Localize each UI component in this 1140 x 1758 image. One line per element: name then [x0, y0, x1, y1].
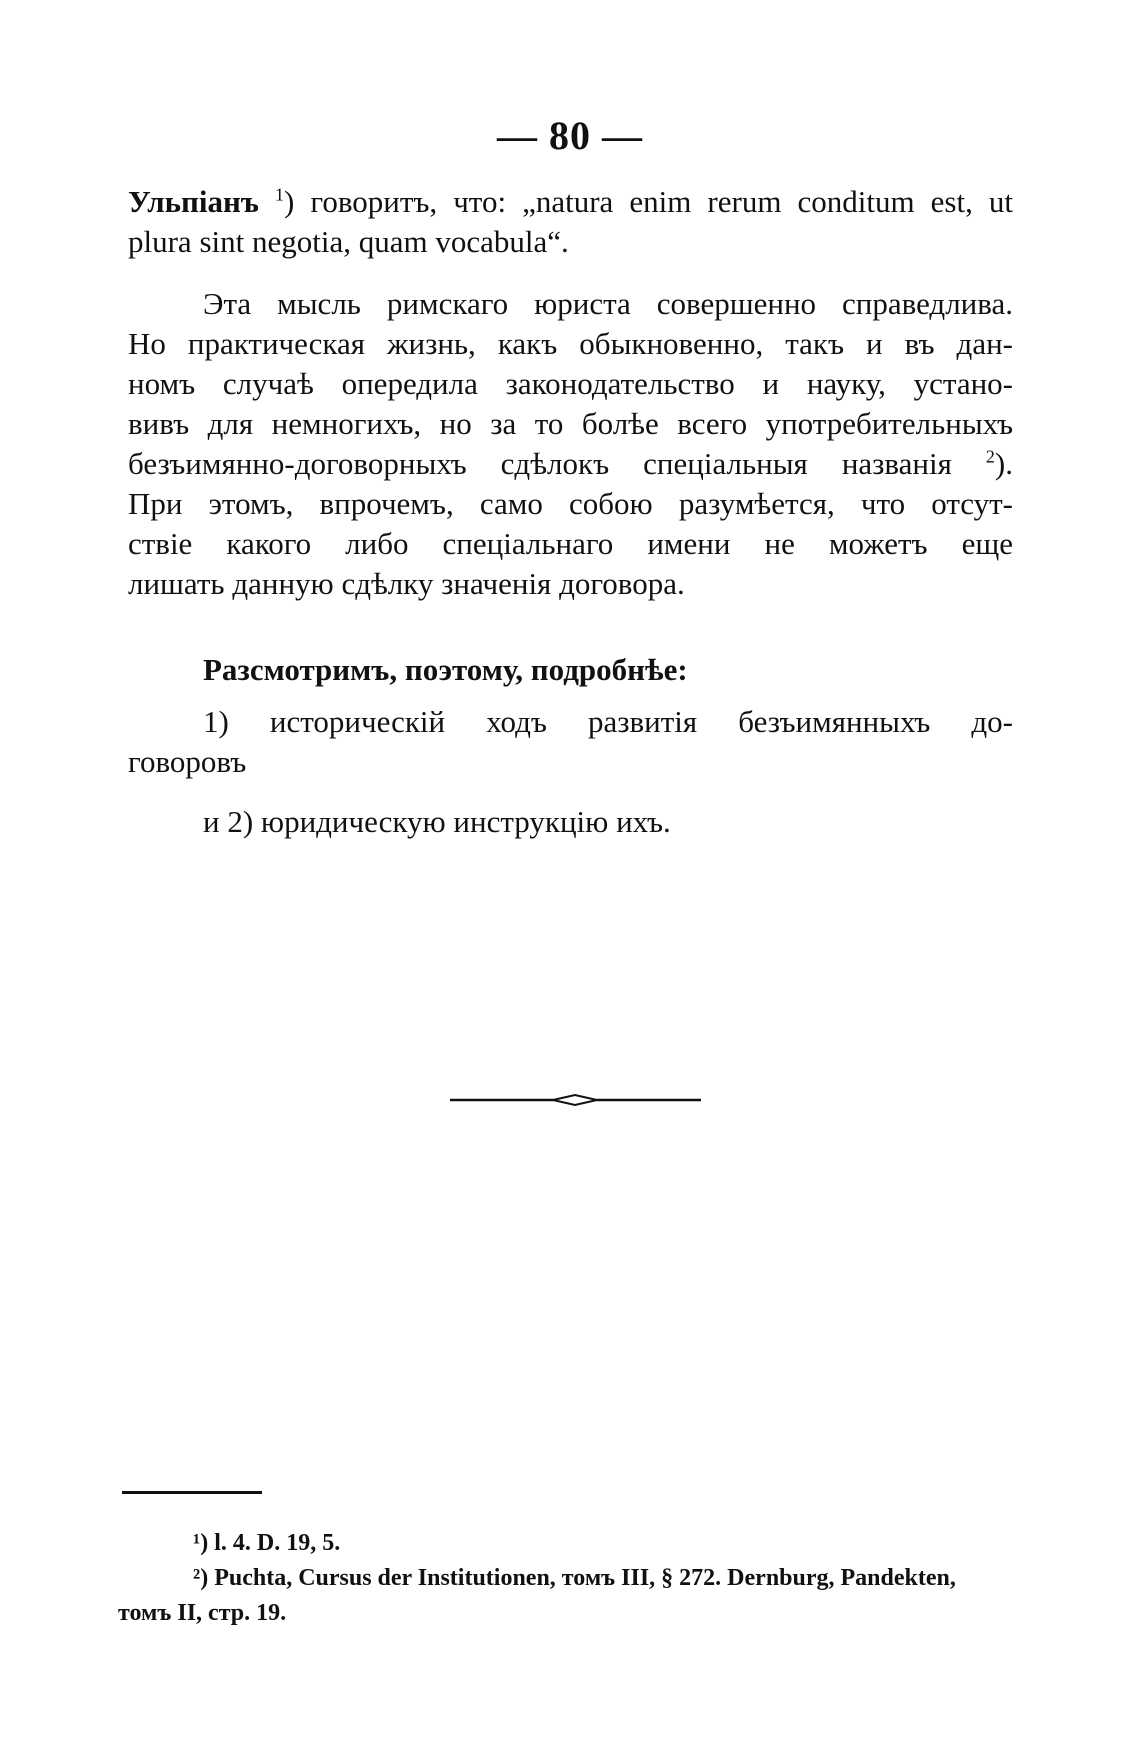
list-item-2: [128, 802, 1013, 842]
list-item-line: и 2) юридическую инструкцію ихъ.: [203, 804, 671, 839]
list-item-1: [128, 702, 1013, 782]
paragraph-ulpian-quote: [128, 182, 1013, 262]
list-item-line: 1) историческій ходъ развитія безъимянныхъ до-: [203, 704, 1013, 739]
paragraph-line: лишать данную сдѣлку значенія договора.: [128, 566, 685, 601]
footnotes: [118, 1526, 1013, 1631]
footnote-rule: [122, 1491, 262, 1494]
line-text: безъимянно-договорныхъ сдѣлокъ спеціальныя названія: [128, 446, 986, 481]
line-text: ).: [994, 446, 1013, 481]
paragraph-line: [128, 444, 1013, 484]
paragraph-line: plura sint negotia, quam vocabula“.: [128, 224, 569, 259]
footnote-ref-1: 1: [275, 184, 284, 205]
paragraph-line: [128, 182, 1013, 222]
ornament-divider: [448, 1090, 703, 1110]
paragraph-line: Эта мысль римскаго юриста совершенно справедлива.: [203, 286, 1013, 321]
quote-text: ) говоритъ, что: „natura enim rerum conditum est, ut: [284, 184, 1013, 219]
footnote-1: ¹) l. 4. D. 19, 5.: [193, 1530, 341, 1556]
paragraph-line: Разсмотримъ, поэтому, подробнѣе:: [203, 652, 688, 687]
paragraph-line: вивъ для немногихъ, но за то болѣе всего употребительныхъ: [128, 406, 1013, 441]
paragraph-line: ствіе какого либо спеціальнаго имени не можетъ еще: [128, 526, 1013, 561]
footnote-ref-2: 2: [985, 446, 995, 467]
paragraph-practical-life: [128, 284, 1013, 604]
paragraph-line: номъ случаѣ опередила законодательство и науку, устано-: [128, 366, 1013, 401]
paragraph-line: Но практическая жизнь, какъ обыкновенно, такъ и въ дан-: [128, 326, 1013, 361]
paragraph-consider: [128, 650, 1013, 690]
paragraph-line: При этомъ, впрочемъ, само собою разумѣется, что отсут-: [128, 486, 1013, 521]
author-name: Ульпіанъ: [128, 184, 275, 219]
list-item-line: говоровъ: [128, 744, 247, 779]
page-number: — 80 —: [497, 113, 643, 158]
footnote-2-continued: томъ II, стр. 19.: [118, 1600, 287, 1626]
footnote-2: ²) Puchta, Cursus der Institutionen, томъ III, § 272. Dernburg, Pandekten,: [193, 1565, 956, 1591]
